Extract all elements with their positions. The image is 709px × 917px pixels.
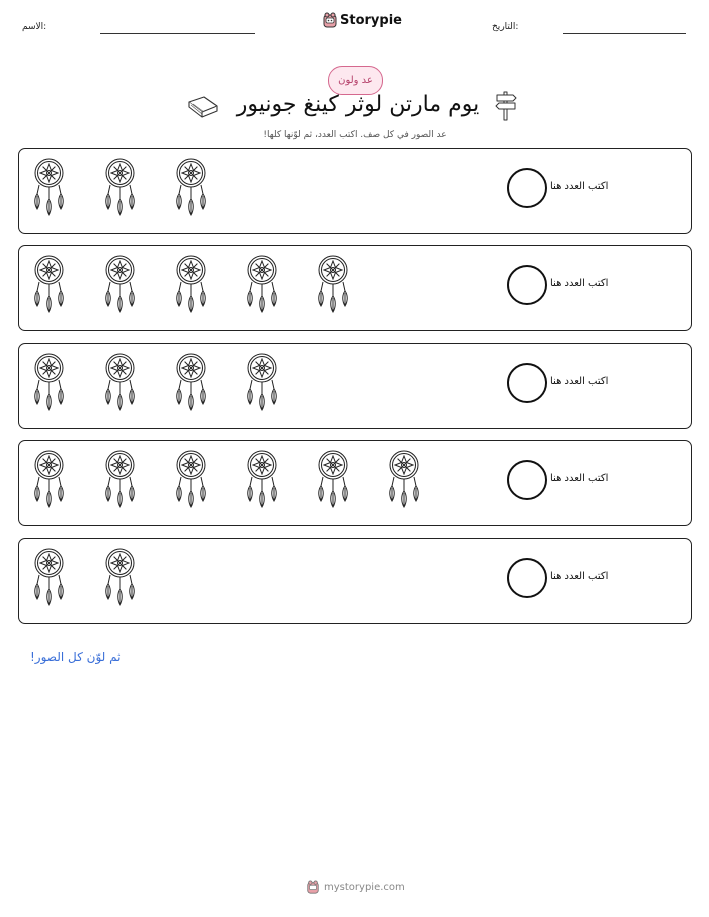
instructions: عد الصور في كل صف. اكتب العدد، ثم لوّنها كلها! xyxy=(263,130,447,140)
dreamcatcher-icon[interactable] xyxy=(171,353,211,413)
footer-site-url: mystorypie.com xyxy=(324,881,405,893)
signpost-icon xyxy=(494,90,518,122)
dreamcatcher-icon[interactable] xyxy=(29,158,69,218)
dreamcatcher-icon[interactable] xyxy=(29,450,69,510)
dreamcatcher-icon[interactable] xyxy=(100,255,140,315)
color-instruction: ثم لوّن كل الصور! xyxy=(30,650,121,664)
dreamcatcher-icon[interactable] xyxy=(171,158,211,218)
dreamcatcher-icon[interactable] xyxy=(313,255,353,315)
storypie-mascot-icon xyxy=(323,12,337,28)
counting-row xyxy=(18,148,692,234)
answer-circle[interactable] xyxy=(507,265,547,305)
name-label: الاسم: xyxy=(22,22,47,32)
date-label: التاريخ: xyxy=(492,22,519,32)
counting-row xyxy=(18,538,692,624)
dreamcatcher-icon[interactable] xyxy=(384,450,424,510)
page-title: يوم مارتن لوثر كينغ جونيور xyxy=(236,92,480,117)
activity-badge: عد ولون xyxy=(328,66,383,95)
answer-circle[interactable] xyxy=(507,168,547,208)
answer-label: اكتب العدد هنا xyxy=(550,376,609,387)
book-icon xyxy=(186,94,220,120)
counting-row xyxy=(18,440,692,526)
dreamcatcher-icon[interactable] xyxy=(242,353,282,413)
answer-label: اكتب العدد هنا xyxy=(550,473,609,484)
answer-label: اكتب العدد هنا xyxy=(550,571,609,582)
dreamcatcher-icon[interactable] xyxy=(100,158,140,218)
dreamcatcher-icon[interactable] xyxy=(29,255,69,315)
name-line[interactable] xyxy=(100,33,255,34)
dreamcatcher-icon[interactable] xyxy=(29,548,69,608)
dreamcatcher-icon[interactable] xyxy=(29,353,69,413)
footer-brand xyxy=(306,880,405,894)
dreamcatcher-icon[interactable] xyxy=(100,353,140,413)
counting-row xyxy=(18,343,692,429)
storypie-mascot-small-icon xyxy=(306,880,320,894)
answer-label: اكتب العدد هنا xyxy=(550,278,609,289)
dreamcatcher-icon[interactable] xyxy=(100,450,140,510)
dreamcatcher-icon[interactable] xyxy=(100,548,140,608)
answer-circle[interactable] xyxy=(507,363,547,403)
dreamcatcher-icon[interactable] xyxy=(242,255,282,315)
dreamcatcher-icon[interactable] xyxy=(171,255,211,315)
answer-label: اكتب العدد هنا xyxy=(550,181,609,192)
dreamcatcher-icon[interactable] xyxy=(242,450,282,510)
answer-circle[interactable] xyxy=(507,558,547,598)
date-line[interactable] xyxy=(563,33,686,34)
dreamcatcher-icon[interactable] xyxy=(171,450,211,510)
brand-name: Storypie xyxy=(340,12,402,28)
brand-logo xyxy=(323,12,402,28)
answer-circle[interactable] xyxy=(507,460,547,500)
dreamcatcher-icon[interactable] xyxy=(313,450,353,510)
counting-row xyxy=(18,245,692,331)
